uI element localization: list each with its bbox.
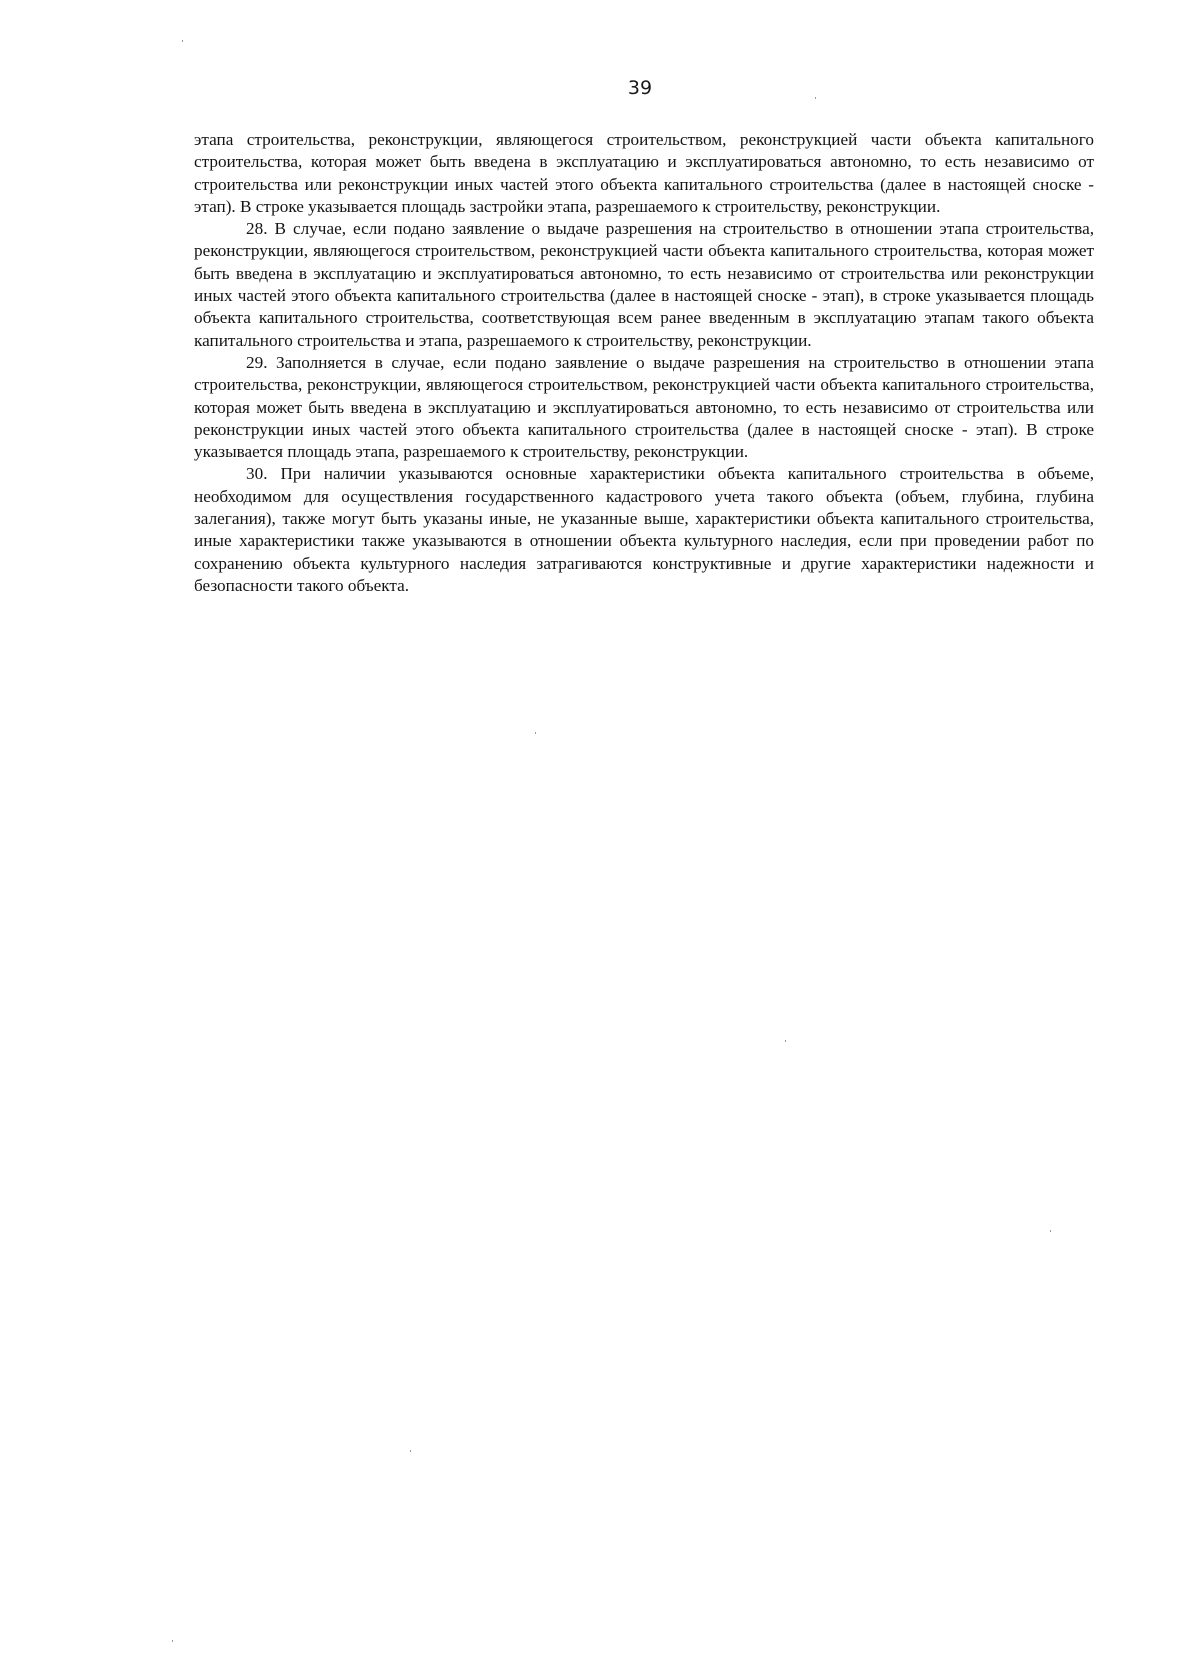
scan-speck	[172, 1640, 173, 1642]
scan-speck	[535, 732, 536, 734]
document-body	[194, 129, 1094, 597]
scan-speck	[815, 97, 816, 99]
paragraph-continuation: этапа строительства, реконструкции, являющегося строительством, реконструкцией части объекта капитального строительства, которая может быть введена в эксплуатацию и эксплуатироваться автономно, то есть независимо от строительства или реконструкции иных частей этого объекта капитального строительства (далее в настоящей сноске - этап). В строке указывается площадь застройки этапа, разрешаемого к строительству, реконструкции.	[194, 130, 1094, 216]
scan-speck	[182, 40, 183, 42]
paragraph-footnote-30: 30. При наличии указываются основные характеристики объекта капитального строительства в объеме, необходимом для осуществления государственного кадастрового учета такого объекта (объем, глубина, глубина залегания), также могут быть указаны иные, не указанные выше, характеристики объекта капитального строительства, иные характеристики также указываются в отношении объекта культурного наследия, если при проведении работ по сохранению объекта культурного наследия затрагиваются конструктивные и другие характеристики надежности и безопасности такого объекта.	[194, 464, 1094, 595]
scan-speck	[785, 1040, 786, 1042]
paragraph-footnote-29: 29. Заполняется в случае, если подано заявление о выдаче разрешения на строительство в отношении этапа строительства, реконструкции, являющегося строительством, реконструкцией части объекта капитального строительства, которая может быть введена в эксплуатацию и эксплуатироваться автономно, то есть независимо от строительства или реконструкции иных частей этого объекта капитального строительства (далее в настоящей сноске - этап). В строке указывается площадь этапа, разрешаемого к строительству, реконструкции.	[194, 352, 1094, 462]
scan-speck	[1050, 1230, 1051, 1232]
page-number: 39	[627, 77, 653, 99]
scan-speck	[410, 1450, 411, 1452]
paragraph-footnote-28: 28. В случае, если подано заявление о выдаче разрешения на строительство в отношении этапа строительства, реконструкции, являющегося строительством, реконструкцией части объекта капитального строительства, которая может быть введена в эксплуатацию и эксплуатироваться автономно, то есть независимо от строительства или реконструкции иных частей этого объекта капитального строительства (далее в настоящей сноске - этап), в строке указывается площадь объекта капитального строительства, соответствующая всем ранее введенным в эксплуатацию этапам такого объекта капитального строительства и этапа, разрешаемого к строительству, реконструкции.	[194, 219, 1094, 350]
